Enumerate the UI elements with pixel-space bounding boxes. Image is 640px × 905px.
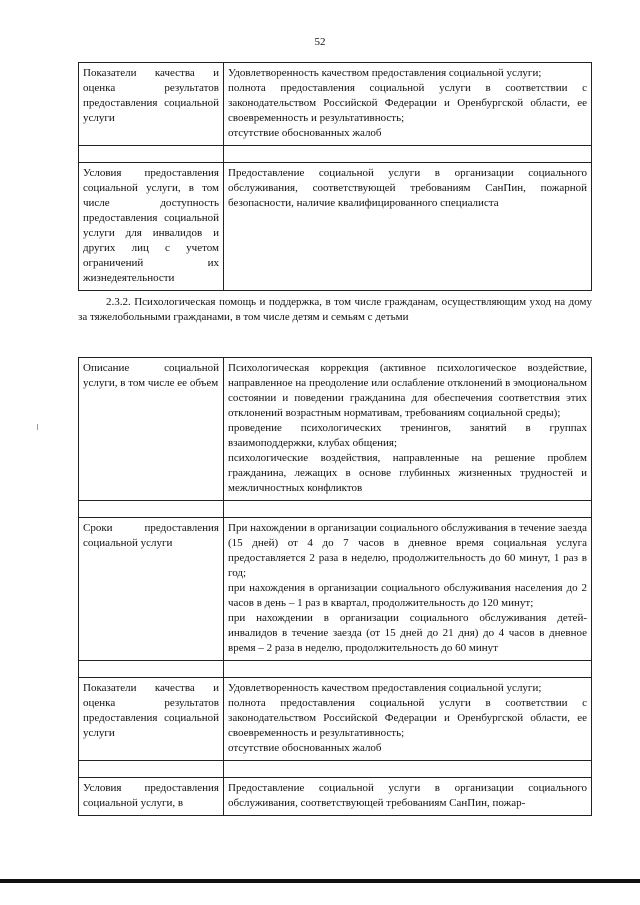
row-label-conditions: Условия предоставления социальной услуги, в xyxy=(79,778,224,816)
row-label-description: Описание социальной услуги, в том числе ее объем xyxy=(79,358,224,501)
row-label-quality: Показатели качества и оценка результатов предоставления социальной услуги xyxy=(79,63,224,146)
table-spacer xyxy=(79,761,592,778)
table-row xyxy=(79,678,592,761)
page-number: 52 xyxy=(314,36,326,48)
row-label-quality: Показатели качества и оценка результатов предоставления социальной услуги xyxy=(79,678,224,761)
table-spacer xyxy=(79,661,592,678)
table-row xyxy=(79,778,592,816)
row-content-quality: Удовлетворенность качеством предоставления социальной услуги; полнота предоставления социальной услуги в соответствии с законодательством Российской Федерации и Оренбургской области, ее своевременность и результативность; отсутствие обоснованных жалоб xyxy=(224,63,592,146)
section-heading-2-3-2 xyxy=(78,295,592,325)
table-spacer xyxy=(79,501,592,518)
scan-mark xyxy=(37,424,38,430)
table-row xyxy=(79,518,592,661)
table-row xyxy=(79,358,592,501)
service-table-continued xyxy=(78,62,592,291)
row-label-conditions: Условия предоставления социальной услуги, в том числе доступность предоставления социальной услуги для инвалидов и других лиц с учетом ограничений их жизнедеятельности xyxy=(79,163,224,291)
table-row xyxy=(79,163,592,291)
row-content-terms: При нахождении в организации социального обслуживания в течение заезда (15 дней) от 4 до 7 часов в дневное время социальная услуга предоставляется 2 раза в неделю, продолжительность до 60 минут, 1 раз в год; при нахождения в организации социального обслуживания населения до 2 часов в день – 1 раз в квартал, продолжительность до 120 минут; при нахождении в организации социального обслуживания детей-инвалидов в течение заезда (от 15 дней до 21 дня) до 4 часов в дневное время – 2 раза в неделю, продолжительность до 60 минут xyxy=(224,518,592,661)
row-content-conditions: Предоставление социальной услуги в организации социального обслуживания, соответствующей требованиям СанПин, пожарной безопасности, наличие квалифицированного специалиста xyxy=(224,163,592,291)
service-table-psychological-help xyxy=(78,357,592,816)
table-spacer xyxy=(79,146,592,163)
bottom-page-rule xyxy=(0,879,640,883)
table-row xyxy=(79,63,592,146)
row-label-terms: Сроки предоставления социальной услуги xyxy=(79,518,224,661)
row-content-conditions: Предоставление социальной услуги в организации социального обслуживания, соответствующей требованиям СанПин, пожар- xyxy=(224,778,592,816)
section-heading-text: 2.3.2. Психологическая помощь и поддержка, в том числе гражданам, осуществляющим уход на дому за тяжелобольными гражданами, в том числе детям и семьям с детьми xyxy=(78,296,592,323)
row-content-quality: Удовлетворенность качеством предоставления социальной услуги; полнота предоставления социальной услуги в соответствии с законодательством Российской Федерации и Оренбургской области, ее своевременность и результативность; отсутствие обоснованных жалоб xyxy=(224,678,592,761)
row-content-description: Психологическая коррекция (активное психологическое воздействие, направленное на преодоление или ослабление отклонений в эмоциональном состоянии и поведении гражданина для обеспечения соответствия этих отклонений возрастным нормативам, требованиям социальной среды); проведение психологических тренингов, занятий в группах взаимоподдержки, клубах общения; психологические воздействия, направленные на решение проблем гражданина, лежащих в основе глубинных жизненных трудностей и межличностных конфликтов xyxy=(224,358,592,501)
